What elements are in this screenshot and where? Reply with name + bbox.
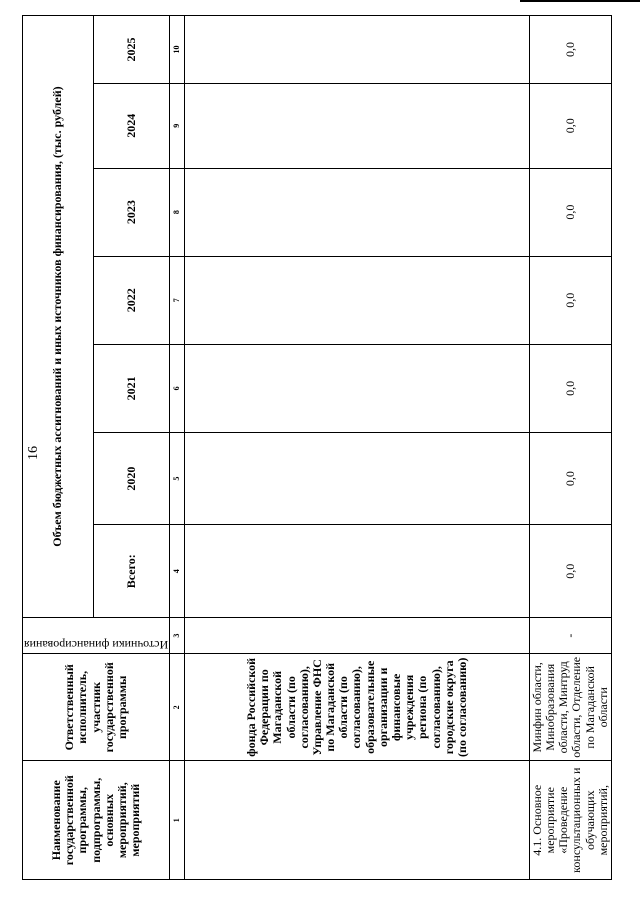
cont-row-cell [185, 168, 530, 256]
row-41-total: 0,0 [529, 525, 611, 618]
header-executor: Ответственный исполнитель, участник государственной программы [23, 654, 170, 761]
column-number: 1 [170, 761, 185, 880]
cont-row-name [185, 761, 530, 880]
column-number: 5 [170, 432, 185, 525]
header-sources [23, 618, 170, 654]
row-41-source: - [529, 618, 611, 654]
row-41-2024: 0,0 [529, 83, 611, 168]
cont-row-source [185, 618, 530, 654]
cont-row-cell [185, 16, 530, 84]
header-name: Наименование государственной программы, подпрограммы, основных мероприятий, мероприятий [23, 761, 170, 880]
column-number: 6 [170, 344, 185, 432]
top-edge-line [520, 0, 640, 2]
column-number: 7 [170, 256, 185, 344]
cont-row-cell [185, 256, 530, 344]
row-41-2020: 0,0 [529, 432, 611, 525]
row-41-2022: 0,0 [529, 256, 611, 344]
header-sources-text: Источники финансирования [24, 638, 169, 653]
header-year-2022: 2022 [93, 256, 169, 344]
row-41-2023: 0,0 [529, 168, 611, 256]
cont-row-executor: фонда Российской Федерации по Магаданской области (по согласованию), Управление ФНС по Магаданской области (по согласованию), образовательные организации и финансовые учреждения региона (по согласованию), городские округа (по согласованию) [185, 654, 530, 761]
column-number: 8 [170, 168, 185, 256]
header-year-2024: 2024 [93, 83, 169, 168]
rotated-table-wrapper [22, 15, 612, 880]
row-41-2021: 0,0 [529, 344, 611, 432]
row-41-executor: Минфин области, Минобразования области, Минтруд области, Отделение по Магаданской области [529, 654, 611, 761]
column-number: 10 [170, 16, 185, 84]
header-year-2025: 2025 [93, 16, 169, 84]
column-number: 9 [170, 83, 185, 168]
column-number: 4 [170, 525, 185, 618]
cont-row-cell [185, 432, 530, 525]
row-41-2025: 0,0 [529, 16, 611, 84]
header-year-2021: 2021 [93, 344, 169, 432]
header-total: Всего: [93, 525, 169, 618]
cont-row-cell [185, 344, 530, 432]
cont-row-cell [185, 525, 530, 618]
column-number: 3 [170, 618, 185, 654]
header-year-2020: 2020 [93, 432, 169, 525]
cont-row-cell [185, 83, 530, 168]
page-number: 16 [26, 446, 41, 460]
column-number: 2 [170, 654, 185, 761]
header-year-2023: 2023 [93, 168, 169, 256]
header-volume: Объем бюджетных ассигнований и иных источников финансирования, (тыс. рублей) [23, 16, 94, 618]
financing-table [22, 15, 612, 880]
row-41-name: 4.1. Основное мероприятие «Проведение консультационных и обучающих мероприятий, [529, 761, 611, 880]
